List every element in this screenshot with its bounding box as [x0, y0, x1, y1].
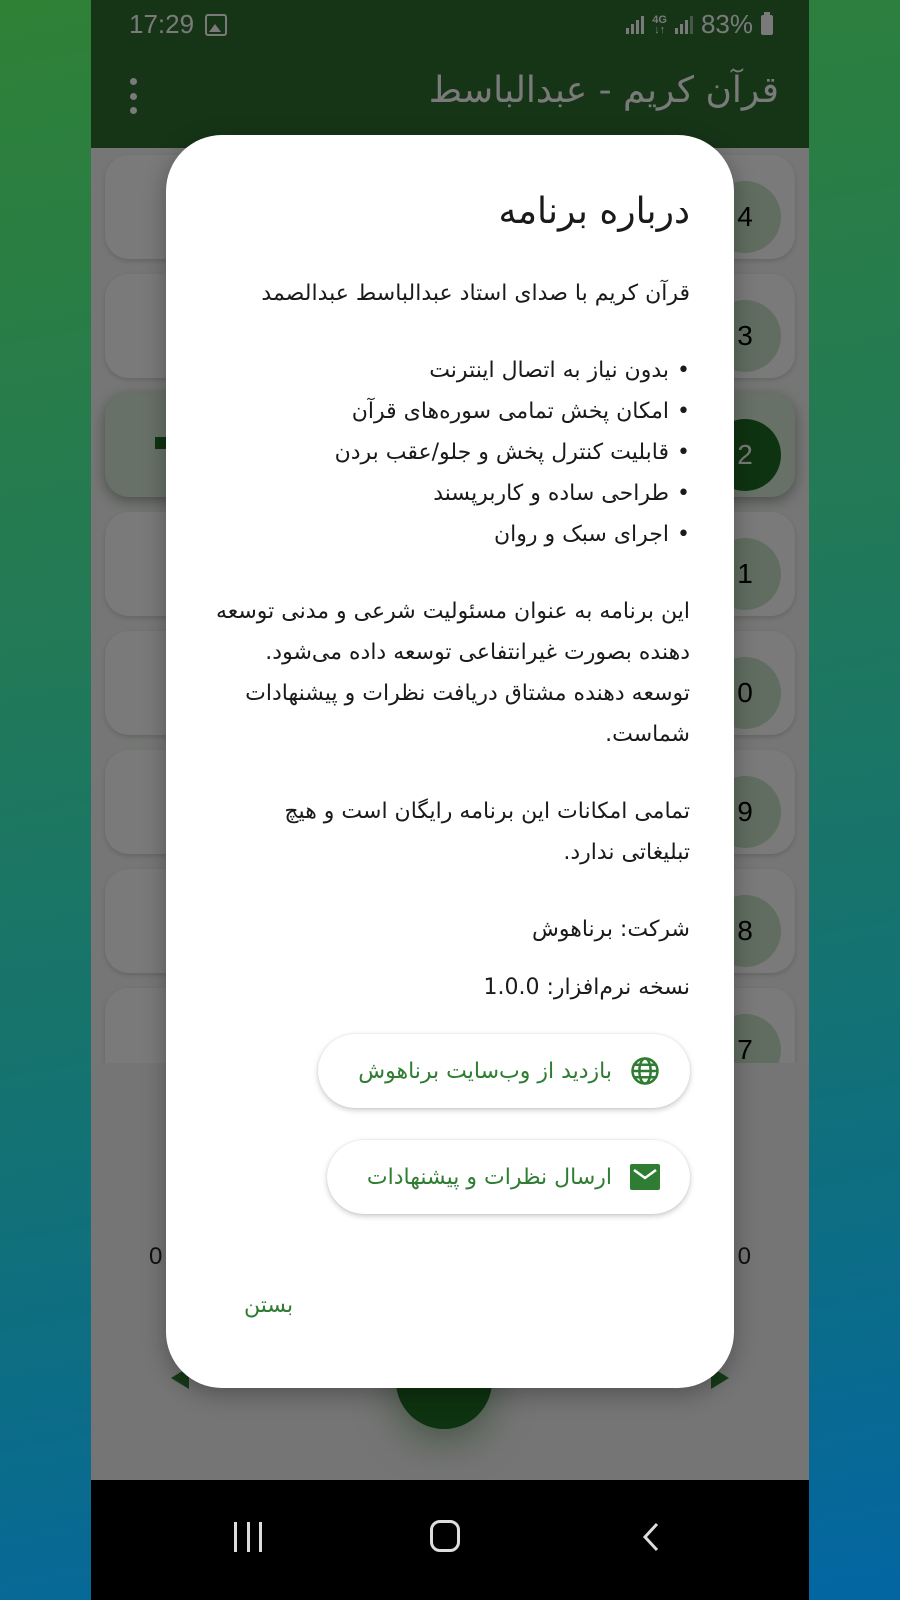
- about-dialog: [166, 135, 734, 1388]
- send-feedback-label: ارسال نظرات و پیشنهادات: [366, 1164, 612, 1190]
- feature-item: • امکان پخش تمامی سوره‌های قرآن: [210, 391, 690, 432]
- close-button[interactable]: بستن: [244, 1293, 294, 1318]
- send-feedback-button[interactable]: [327, 1140, 690, 1214]
- home-icon[interactable]: [430, 1520, 460, 1552]
- back-icon[interactable]: [639, 1522, 661, 1552]
- feature-list: [210, 350, 690, 555]
- dialog-title: درباره برنامه: [498, 191, 690, 232]
- phone-screen: [91, 0, 809, 1600]
- dialog-body: [210, 273, 690, 1008]
- feature-item: • طراحی ساده و کاربرپسند: [210, 473, 690, 514]
- intro-text: قرآن کریم با صدای استاد عبدالباسط عبدالصمد: [261, 281, 690, 306]
- feature-item: • بدون نیاز به اتصال اینترنت: [210, 350, 690, 391]
- company-text: شرکت: برناهوش: [532, 917, 690, 942]
- free-notice-text: تمامی امکانات این برنامه رایگان است و هیچ تبلیغاتی ندارد.: [284, 799, 690, 865]
- responsibility-text: این برنامه به عنوان مسئولیت شرعی و مدنی توسعه دهنده بصورت غیرانتفاعی توسعه داده می‌شود. توسعه دهنده مشتاق دریافت نظرات و پیشنهادات شماست.: [215, 599, 690, 747]
- mail-icon: [630, 1162, 660, 1192]
- feature-item: • اجرای سبک و روان: [210, 514, 690, 555]
- visit-website-label: بازدید از وب‌سایت برناهوش: [358, 1058, 612, 1084]
- recents-icon[interactable]: [234, 1522, 262, 1552]
- system-nav-bar: [91, 1480, 809, 1600]
- visit-website-button[interactable]: [318, 1034, 690, 1108]
- version-text: نسخه نرم‌افزار: 1.0.0: [483, 975, 690, 1000]
- globe-icon: [630, 1056, 660, 1086]
- feature-item: • قابلیت کنترل پخش و جلو/عقب بردن: [210, 432, 690, 473]
